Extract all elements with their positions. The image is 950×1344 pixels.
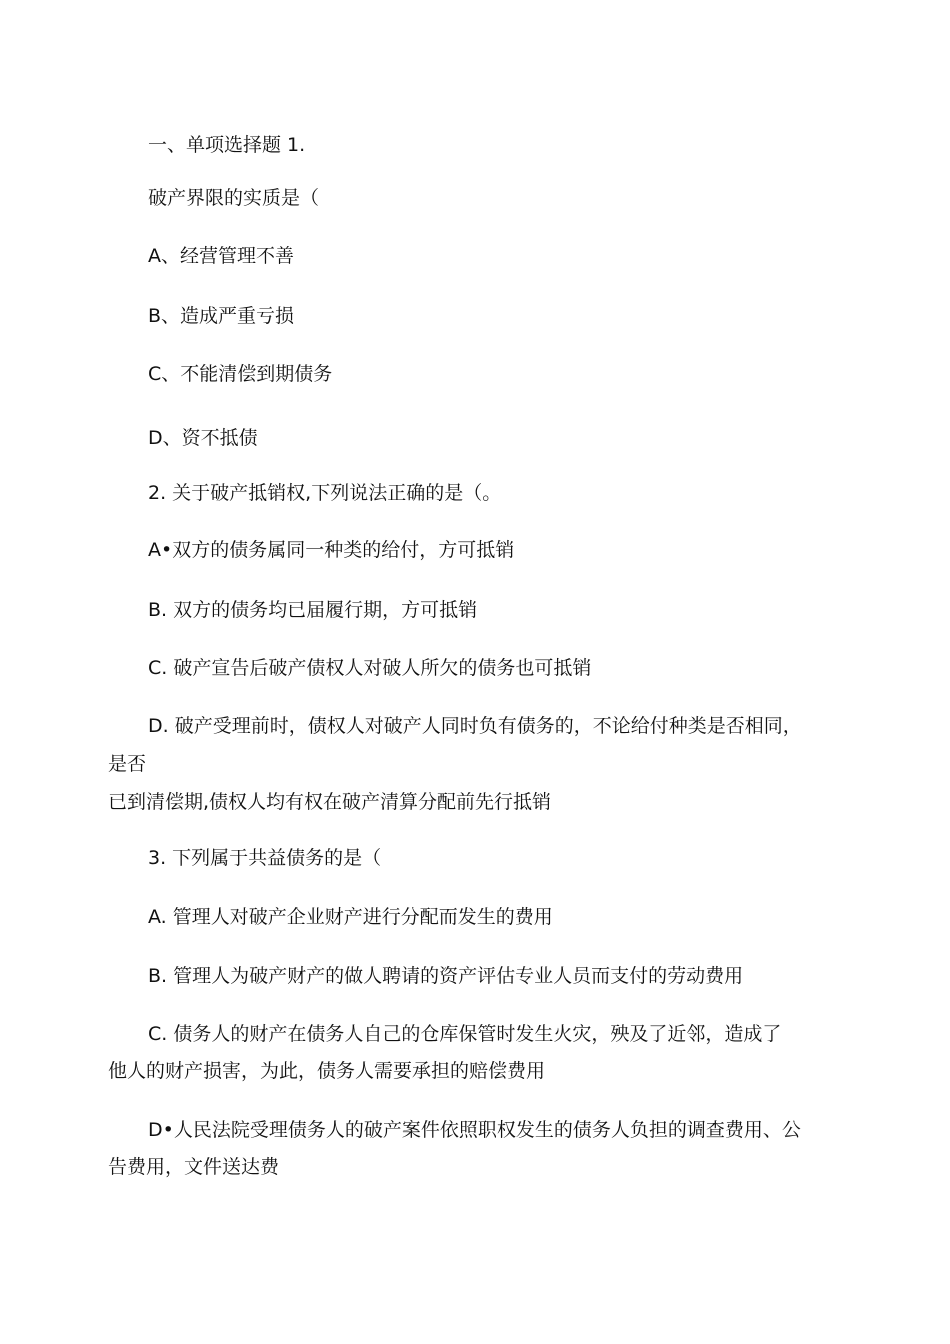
question-2-option-b: B. 双方的债务均已届履行期，方可抵销 xyxy=(148,599,478,621)
question-3-stem: 3. 下列属于共益债务的是（ xyxy=(148,847,382,869)
question-2-stem: 2. 关于破产抵销权,下列说法正确的是（。 xyxy=(148,482,502,504)
question-1-option-d: D、资不抵债 xyxy=(148,427,258,449)
question-2-option-c: C. 破产宣告后破产债权人对破人所欠的债务也可抵销 xyxy=(148,657,592,679)
question-3-option-a: A. 管理人对破产企业财产进行分配而发生的费用 xyxy=(148,906,553,928)
question-1-option-b: B、造成严重亏损 xyxy=(148,305,295,327)
question-3-option-c: C. 债务人的财产在债务人自己的仓库保管时发生火灾，殃及了近邻，造成了 xyxy=(148,1023,782,1045)
question-2-option-d: D. 破产受理前时，债权人对破产人同时负有债务的，不论给付种类是否相同， xyxy=(148,715,802,737)
question-1-stem: 破产界限的实质是（ xyxy=(148,187,320,209)
question-3-option-c-cont: 他人的财产损害，为此，债务人需要承担的赔偿费用 xyxy=(108,1060,546,1082)
section-heading: 一、单项选择题 1. xyxy=(148,134,306,156)
question-3-option-d: D•人民法院受理债务人的破产案件依照职权发生的债务人负担的调查费用、公 xyxy=(148,1119,801,1141)
question-1-option-a: A、经营管理不善 xyxy=(148,245,294,267)
question-3-option-b: B. 管理人为破产财产的做人聘请的资产评估专业人员而支付的劳动费用 xyxy=(148,965,744,987)
question-2-option-a: A•双方的债务属同一种类的给付，方可抵销 xyxy=(148,539,515,561)
question-1-option-c: C、不能清偿到期债务 xyxy=(148,363,333,385)
question-3-option-d-cont: 告费用，文件送达费 xyxy=(108,1156,280,1178)
question-2-option-d-cont-2: 已到清偿期,债权人均有权在破产清算分配前先行抵销 xyxy=(108,791,552,813)
question-2-option-d-cont-1: 是否 xyxy=(108,753,147,775)
